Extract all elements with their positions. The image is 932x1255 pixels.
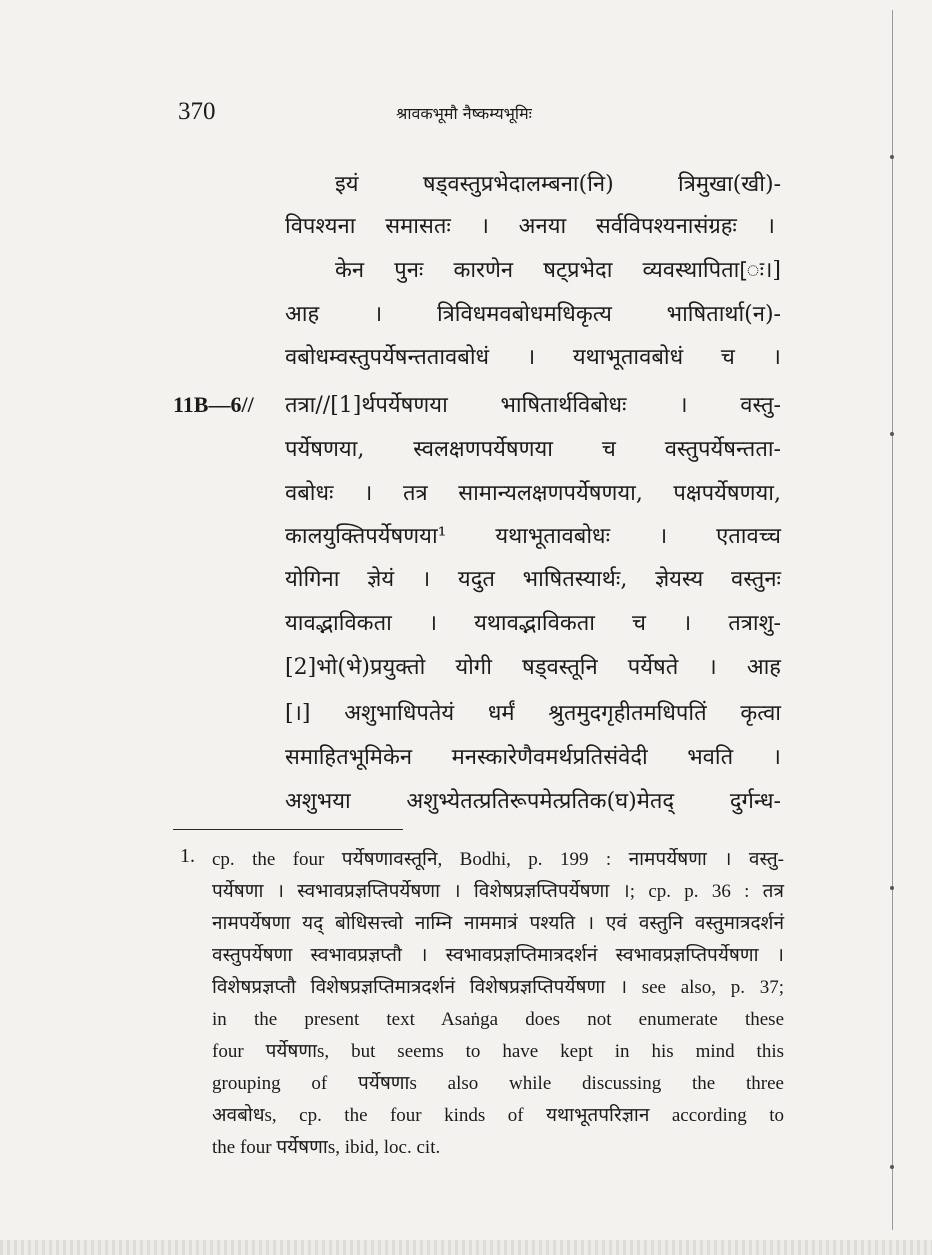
footnote-line: grouping of पर्येषणाs also while discussing the three bbox=[212, 1073, 784, 1094]
body-line: विपश्यना समासतः । अनया सर्वविपश्यनासंग्रहः । bbox=[285, 214, 775, 239]
body-line: इयं षड्वस्तुप्रभेदालम्बना(नि) त्रिमुखा(खी)- bbox=[335, 172, 781, 197]
footnote-line: पर्येषणा । स्वभावप्रज्ञप्तिपर्येषणा । विशेषप्रज्ञप्तिपर्येषणा ।; cp. p. 36 : तत्र bbox=[212, 881, 784, 902]
footnote-line: in the present text Asaṅga does not enumerate these bbox=[212, 1009, 784, 1030]
body-line: तत्रा//[1]र्थपर्येषणया भाषितार्थविबोधः । वस्तु- bbox=[285, 393, 781, 418]
footnote-line: cp. the four पर्येषणावस्तूनि, Bodhi, p. 199 : नामपर्येषणा । वस्तु- bbox=[212, 849, 784, 870]
body-line: समाहितभूमिकेन मनस्कारेणैवमर्थप्रतिसंवेदी भवति । bbox=[285, 745, 781, 770]
body-line: वबोधम्वस्तुपर्येषन्ततावबोधं । यथाभूतावबोधं च । bbox=[285, 345, 781, 370]
footnote-line: विशेषप्रज्ञप्तौ विशेषप्रज्ञप्तिमात्रदर्शनं विशेषप्रज्ञप्तिपर्येषणा । see also, p. 37; bbox=[212, 977, 784, 998]
footnote-rule bbox=[173, 829, 403, 830]
body-line: अशुभया अशुभ्येतत्प्रतिरूपमेत्प्रतिक(घ)मेतद् दुर्गन्ध- bbox=[285, 789, 781, 814]
body-line: कालयुक्तिपर्येषणया¹ यथाभूतावबोधः । एतावच्च bbox=[285, 524, 781, 549]
edge-mark bbox=[890, 1165, 894, 1169]
body-line: यावद्भाविकता । यथावद्भाविकता च । तत्राशु- bbox=[285, 611, 781, 636]
page-edge-line bbox=[892, 10, 893, 1230]
body-line: पर्येषणया, स्वलक्षणपर्येषणया च वस्तुपर्येषन्तता- bbox=[285, 437, 781, 462]
body-line: [2]भो(भे)प्रयुक्तो योगी षड्वस्तूनि पर्येषते । आह bbox=[285, 655, 781, 680]
footnote-number: 1. bbox=[180, 845, 195, 867]
footnote-line: अवबोधs, cp. the four kinds of यथाभूतपरिज्ञान according to bbox=[212, 1105, 784, 1126]
edge-mark bbox=[890, 886, 894, 890]
body-line: [।] अशुभाधिपतेयं धर्मं श्रुतमुदगृहीतमधिपतिं कृत्वा bbox=[285, 701, 781, 726]
running-head: श्रावकभूमौ नैष्कम्यभूमिः bbox=[396, 104, 532, 123]
footnote-line: नामपर्येषणा यद् बोधिसत्त्वो नाम्नि नाममात्रं पश्यति । एवं वस्तुनि वस्तुमात्रदर्शनं bbox=[212, 913, 784, 934]
margin-reference: 11B—6// bbox=[173, 392, 254, 417]
edge-mark bbox=[890, 432, 894, 436]
scan-noise-strip bbox=[0, 1240, 932, 1255]
body-line: वबोधः । तत्र सामान्यलक्षणपर्येषणया, पक्षपर्येषणया, bbox=[285, 481, 781, 506]
body-line: केन पुनः कारणेन षट्प्रभेदा व्यवस्थापिता[ः।] bbox=[335, 258, 781, 283]
page-number: 370 bbox=[178, 98, 216, 125]
body-line: आह । त्रिविधमवबोधमधिकृत्य भाषितार्था(न)- bbox=[285, 302, 781, 327]
footnote-line: the four पर्येषणाs, ibid, loc. cit. bbox=[212, 1137, 441, 1158]
footnote-line: वस्तुपर्येषणा स्वभावप्रज्ञप्तौ । स्वभावप्रज्ञप्तिमात्रदर्शनं स्वभावप्रज्ञप्तिपर्येषणा । bbox=[212, 945, 784, 966]
edge-mark bbox=[890, 155, 894, 159]
footnote-line: four पर्येषणाs, but seems to have kept in his mind this bbox=[212, 1041, 784, 1062]
body-line: योगिना ज्ञेयं । यदुत भाषितस्यार्थः, ज्ञेयस्य वस्तुनः bbox=[285, 567, 781, 592]
